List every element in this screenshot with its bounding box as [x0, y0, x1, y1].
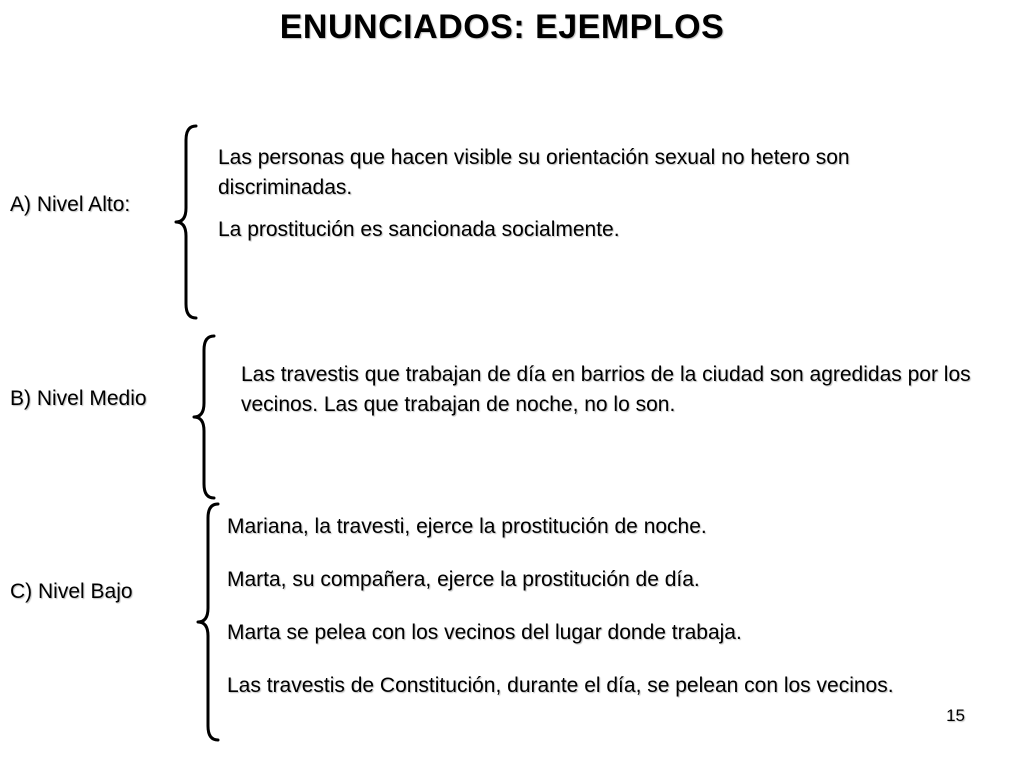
statement-bajo-4: Las travestis de Constitución, durante el día, se pelean con los vecinos.: [227, 674, 894, 697]
curly-brace-icon: [172, 122, 212, 322]
curly-brace-icon: [190, 332, 230, 502]
statement-bajo-1: Mariana, la travesti, ejerce la prostitución de noche.: [227, 515, 707, 538]
page-number: 15: [946, 706, 965, 725]
level-label-bajo: C) Nivel Bajo: [10, 580, 133, 603]
level-label-alto: A) Nivel Alto:: [10, 193, 131, 216]
statements-alto: [218, 143, 938, 245]
level-label-medio: B) Nivel Medio: [10, 387, 147, 410]
slide-title: ENUNCIADOS: EJEMPLOS: [279, 8, 725, 46]
statement-medio-1: Las travestis que trabajan de día en barrios de la ciudad son agredidas por los vecinos. Las que trabajan de noche, no lo son.: [241, 363, 971, 416]
statements-medio: [241, 360, 981, 420]
statement-alto-1: Las personas que hacen visible su orientación sexual no hetero son discriminadas.: [218, 146, 850, 199]
statements-bajo: [227, 512, 1019, 701]
statement-alto-2: La prostitución es sancionada socialmente.: [218, 218, 620, 241]
statement-bajo-2: Marta, su compañera, ejerce la prostitución de día.: [227, 568, 700, 591]
statement-bajo-3: Marta se pelea con los vecinos del lugar donde trabaja.: [227, 621, 742, 644]
